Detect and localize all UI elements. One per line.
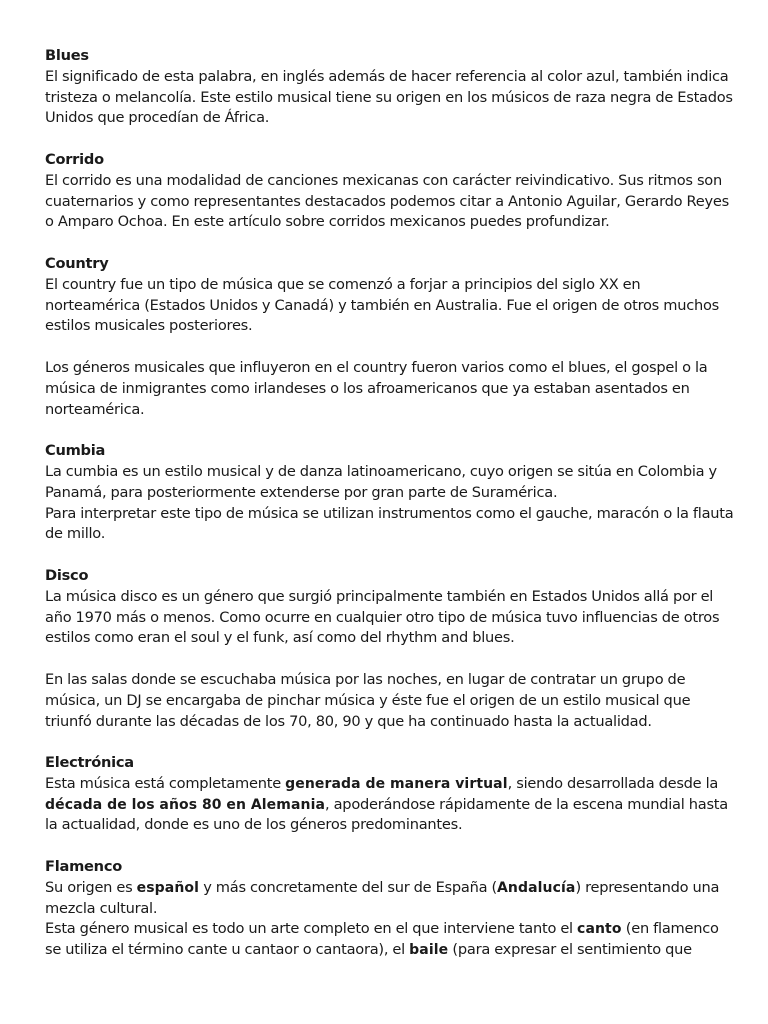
paragraph-disco-1: La música disco es un género que surgió principalmente también en Estados Unidos allá por el año 1970 más o menos. Como ocurre en cualquier otro tipo de música tuvo influencias de otros estilos como eran el soul y el funk, así como del rhythm and blues. [45, 587, 720, 647]
section-country [45, 254, 735, 420]
text-run: , siendo desarrollada desde la [507, 774, 719, 792]
text-run: Su origen es [45, 878, 137, 896]
section-electronica [45, 753, 735, 836]
heading-country: Country [45, 254, 109, 272]
paragraph-flamenco-2 [45, 919, 735, 961]
paragraph-country-1: El country fue un tipo de música que se comenzó a forjar a principios del siglo XX en norteamérica (Estados Unidos y Canadá) y también en Australia. Fue el origen de otros muchos estilos musicales posteriores. [45, 275, 719, 335]
document-body [45, 46, 735, 961]
text-run: (para expresar el sentimiento que [448, 941, 692, 959]
text-run: Esta música está completamente [45, 774, 286, 792]
paragraph-blues: El significado de esta palabra, en inglés además de hacer referencia al color azul, también indica tristeza o melancolía. Este estilo musical tiene su origen en los músicos de raza negra de Estados Unidos que procedían de África. [45, 67, 733, 127]
paragraph-electronica [45, 774, 735, 836]
section-disco [45, 566, 735, 732]
text-run: Esta género musical es todo un arte completo en el que interviene tanto el [45, 920, 578, 938]
emphasis-text: década de los años 80 en Alemania [45, 796, 326, 813]
section-blues [45, 46, 735, 129]
paragraph-corrido: El corrido es una modalidad de canciones mexicanas con carácter reivindicativo. Sus ritmos son cuaternarios y como representantes destacados podemos citar a Antonio Aguilar, Gerardo Reyes o Amparo Ochoa. En este artículo sobre corridos mexicanos puedes profundizar. [45, 171, 729, 231]
emphasis-text: generada de manera virtual [285, 775, 508, 792]
section-corrido [45, 150, 735, 233]
text-run: , apoderándose rápidamente de la escena mundial hasta la actualidad, donde es uno de los géneros predominantes. [45, 795, 728, 834]
heading-flamenco: Flamenco [45, 858, 122, 876]
heading-electronica: Electrónica [45, 754, 134, 772]
heading-blues: Blues [45, 47, 89, 64]
paragraph-disco-2: En las salas donde se escuchaba música por las noches, en lugar de contratar un grupo de música, un DJ se encargaba de pinchar música y éste fue el origen de un estilo musical que triunfó durante las décadas de los 70, 80, 90 y que ha continuado hasta la actualidad. [45, 670, 691, 730]
paragraph-cumbia-2: Para interpretar este tipo de música se utilizan instrumentos como el gauche, maracón o la flauta de millo. [45, 504, 734, 543]
emphasis-text: español [136, 879, 200, 896]
paragraph-country-2: Los géneros musicales que influyeron en el country fueron varios como el blues, el gospel o la música de inmigrantes como irlandeses o los afroamericanos que ya estaban asentados en norteamérica. [45, 358, 708, 418]
text-run: ) representando una mezcla cultural. [45, 878, 720, 917]
section-cumbia [45, 441, 735, 545]
emphasis-text: canto [577, 921, 622, 938]
paragraph-cumbia-1: La cumbia es un estilo musical y de danza latinoamericano, cuyo origen se sitúa en Colombia y Panamá, para posteriormente extenderse por gran parte de Suramérica. [45, 462, 717, 501]
paragraph-flamenco-1 [45, 878, 735, 920]
emphasis-text: baile [409, 942, 449, 959]
emphasis-text: Andalucía [496, 879, 576, 896]
section-flamenco [45, 857, 735, 961]
heading-corrido: Corrido [45, 150, 104, 168]
heading-cumbia: Cumbia [45, 442, 106, 460]
heading-disco: Disco [45, 566, 89, 584]
text-run: (en flamenco se utiliza el término cante u cantaor o cantaora), el [45, 920, 719, 959]
text-run: y más concretamente del sur de España ( [199, 878, 497, 896]
